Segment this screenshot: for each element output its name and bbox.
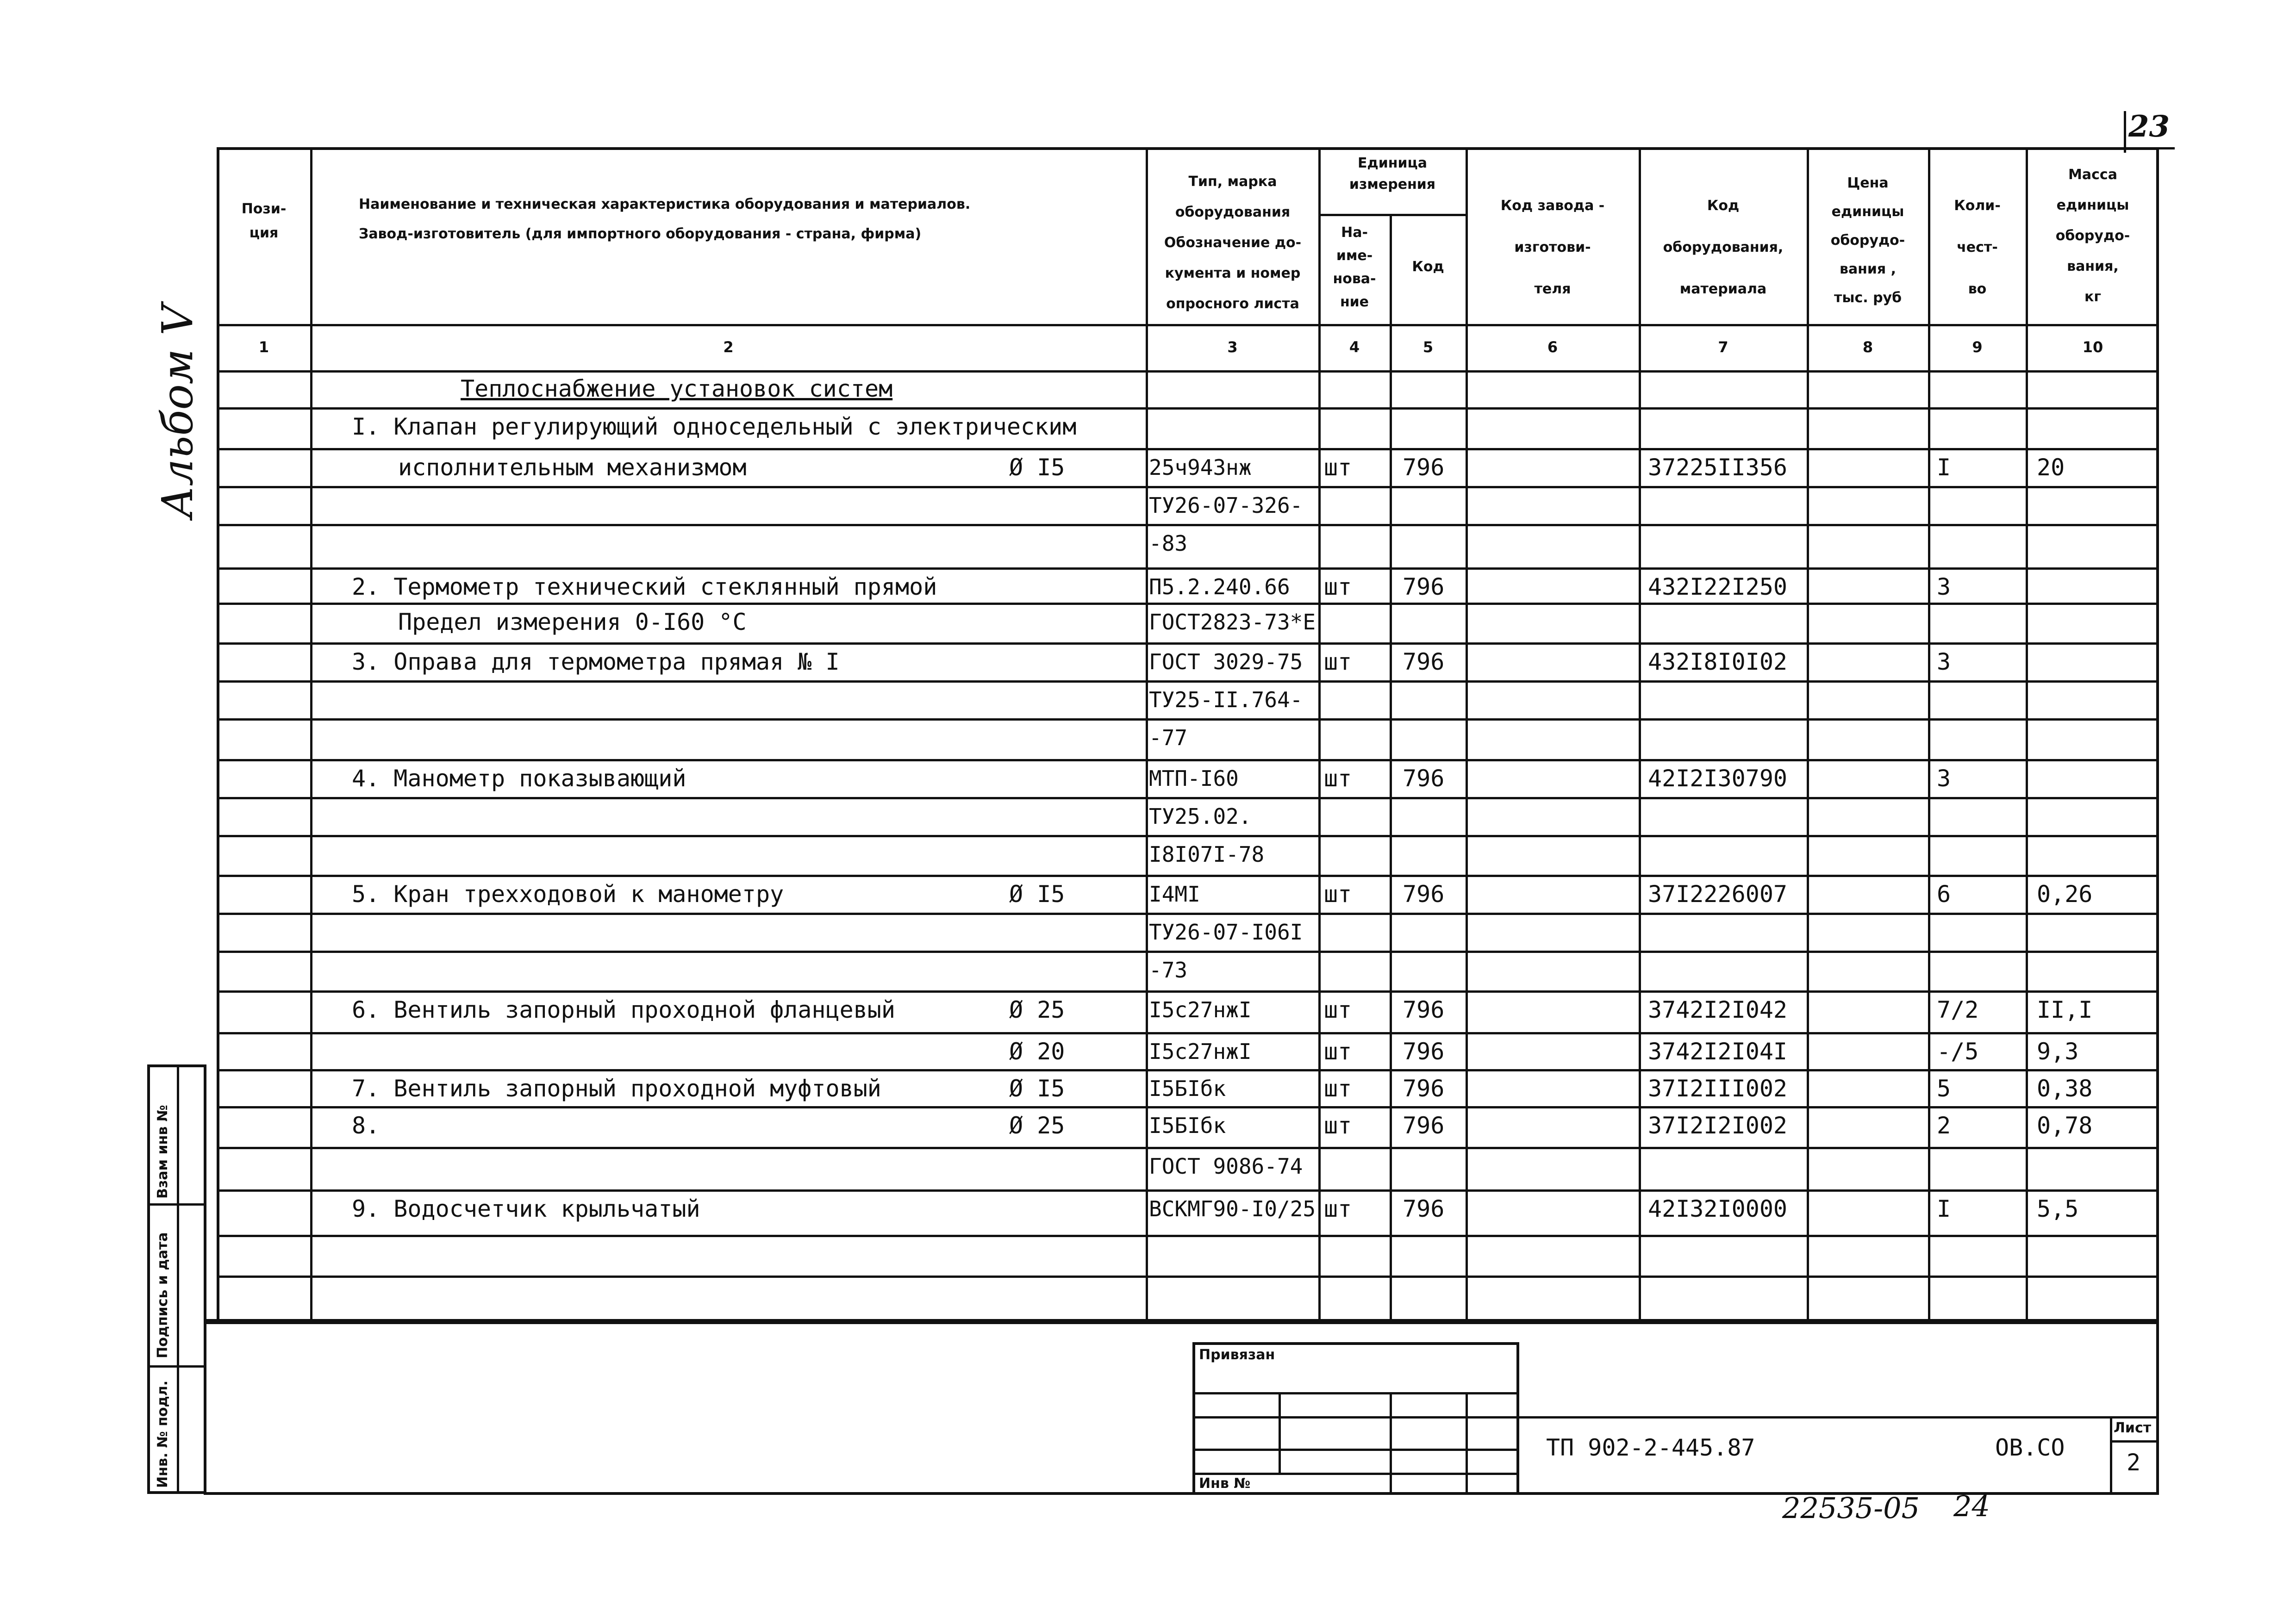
col-line-3 (1318, 147, 1321, 1322)
cell-type: П5.2.240.66 (1149, 574, 1290, 599)
col-line-8 (1928, 147, 1930, 1322)
row-line (217, 1032, 2159, 1034)
row-line (217, 407, 2159, 410)
row-line (217, 951, 2159, 953)
cell-unit-code: 796 (1403, 1038, 1445, 1065)
cell-unit-code: 796 (1403, 1195, 1445, 1222)
colnum-6: 6 (1547, 338, 1558, 356)
cell-code: 3742I2I04I (1648, 1038, 1788, 1065)
cell-unit: шт (1324, 1075, 1352, 1102)
col-line-5 (1466, 147, 1468, 1322)
cell-unit: шт (1324, 1038, 1352, 1065)
page-number: 23 (2128, 109, 2170, 144)
cell-type: ГОСТ 9086-74 (1149, 1154, 1303, 1179)
cell-type: МТП-I60 (1149, 766, 1239, 791)
cell-qty: 5 (1937, 1075, 1951, 1102)
cell-unit: шт (1324, 1195, 1352, 1222)
cell-dia: Ø 25 (1009, 996, 1065, 1023)
cell-dia: Ø 25 (1009, 1112, 1065, 1139)
cell-name: Предел измерения 0-I60 °С (398, 609, 747, 635)
header-col9: Коли- чест- во (1954, 198, 2001, 297)
header-col6: Код завода - изготови- теля (1500, 198, 1605, 297)
cell-type: ТУ25-II.764- (1149, 687, 1303, 712)
cell-unit-code: 796 (1403, 996, 1445, 1023)
cell-dia: Ø I5 (1009, 881, 1065, 908)
colnum-9: 9 (1972, 338, 1983, 356)
cell-type: I5с27нжI (1149, 1039, 1252, 1064)
cell-type: I5с27нжI (1149, 997, 1252, 1022)
row-line (217, 486, 2159, 488)
row-line (217, 835, 2159, 837)
header-col2: Наименование и техническая характеристика оборудования и материалов. Завод-изготовитель (для импортного оборудования - страна, фирма) (359, 196, 971, 242)
cell-unit: шт (1324, 1112, 1352, 1139)
cell-code: 37I2226007 (1648, 881, 1788, 908)
cell-type: 25ч943нж (1149, 455, 1252, 480)
cell-qty: -/5 (1937, 1038, 1979, 1065)
header-col4: На- име- нова- ние (1333, 224, 1376, 310)
row-line (217, 990, 2159, 993)
cell-unit: шт (1324, 648, 1352, 675)
album-label: Альбом V (153, 305, 202, 518)
row-line (217, 524, 2159, 526)
header-col8: Цена единицы оборудо- вания , тыс. руб (1830, 175, 1905, 306)
cell-code: 37225II356 (1648, 454, 1788, 481)
cell-name: исполнительным механизмом (398, 454, 747, 481)
sheet-box-line (2110, 1416, 2112, 1495)
cell-unit-code: 796 (1403, 881, 1445, 908)
cell-mass: 5,5 (2037, 1195, 2079, 1222)
row-line (217, 875, 2159, 877)
cell-dia: Ø 20 (1009, 1038, 1065, 1065)
inv-no-label: Инв № (1199, 1475, 1251, 1492)
cell-type: ТУ26-07-I06I (1149, 920, 1303, 945)
row-line (217, 759, 2159, 761)
margin-stamp-divider (177, 1064, 179, 1494)
header-col3: Тип, марка оборудования Обозначение до- кумента и номер опросного листа (1164, 174, 1302, 312)
bottom-number: 22535-05 (1782, 1491, 1920, 1525)
side-label-inv-podl: Инв. № подл. (155, 1380, 171, 1488)
col-line-1 (310, 147, 312, 1322)
cell-mass: 0,78 (2037, 1112, 2093, 1139)
privyazan-line-1 (1192, 1392, 1519, 1394)
col-line-2 (1146, 147, 1148, 1322)
cell-qty: I (1937, 454, 1951, 481)
cell-unit-code: 796 (1403, 1112, 1445, 1139)
privyazan-vline-3 (1466, 1392, 1468, 1495)
row-line (217, 1106, 2159, 1108)
cell-qty: 3 (1937, 648, 1951, 675)
cell-mass: 0,26 (2037, 881, 2093, 908)
cell-unit-code: 796 (1403, 573, 1445, 600)
privyazan-vline-1 (1279, 1392, 1281, 1473)
cell-name: 5. Кран трехходовой к манометру (352, 881, 784, 908)
colnum-5: 5 (1423, 338, 1434, 356)
privyazan-block (1192, 1342, 1519, 1495)
cell-type: -83 (1149, 531, 1188, 556)
side-label-podpis: Подпись и дата (155, 1232, 171, 1358)
row-line (217, 1147, 2159, 1149)
title-block (204, 1319, 2159, 1495)
cell-code: 37I2III002 (1648, 1075, 1788, 1102)
privyazan-label: Привязан (1199, 1347, 1275, 1363)
cell-name: 3. Оправа для термометра прямая № I (352, 648, 840, 675)
cell-qty: I (1937, 1195, 1951, 1222)
cell-code: 37I2I2I002 (1648, 1112, 1788, 1139)
sheet-number: 2 (2127, 1449, 2141, 1476)
privyazan-vline-2 (1390, 1392, 1392, 1495)
colnum-2: 2 (723, 338, 734, 356)
doc-code: ТП 902-2-445.87 (1546, 1434, 1755, 1461)
cell-type: ТУ25.02. (1149, 804, 1252, 829)
cell-type: ГОСТ2823-73*Е (1149, 610, 1316, 635)
cell-unit-code: 796 (1403, 765, 1445, 792)
cell-mass: II,I (2037, 996, 2093, 1023)
cell-unit: шт (1324, 881, 1352, 908)
row-line (217, 448, 2159, 450)
cell-mass: 9,3 (2037, 1038, 2079, 1065)
margin-stamp-line-1 (147, 1203, 206, 1206)
cell-name: 6. Вентиль запорный проходной фланцевый (352, 996, 895, 1023)
cell-name: 9. Водосчетчик крыльчатый (352, 1195, 700, 1222)
cell-type: ВСКМГ90-I0/25 (1149, 1196, 1316, 1221)
doc-mark: ОВ.СО (1995, 1434, 2065, 1461)
col-line-7 (1807, 147, 1809, 1322)
row-line (217, 603, 2159, 605)
cell-unit: шт (1324, 573, 1352, 600)
colnum-1: 1 (258, 338, 269, 356)
cell-type: I5БIбк (1149, 1076, 1226, 1101)
row-line (217, 642, 2159, 645)
cell-qty: 3 (1937, 573, 1951, 600)
bottom-page: 24 (1953, 1489, 1990, 1523)
row-line (217, 1069, 2159, 1071)
cell-type: I8I07I-78 (1149, 842, 1265, 867)
cell-qty: 6 (1937, 881, 1951, 908)
cell-mass: 20 (2037, 454, 2065, 481)
colnum-8: 8 (1862, 338, 1873, 356)
doc-code-top-line (1519, 1416, 2159, 1419)
cell-unit: шт (1324, 996, 1352, 1023)
col-line-4 (1390, 214, 1392, 1322)
cell-unit-code: 796 (1403, 648, 1445, 675)
colnum-10: 10 (2082, 338, 2103, 356)
row-line (217, 913, 2159, 915)
header-col1: Пози- ция (241, 201, 287, 241)
colnum-7: 7 (1718, 338, 1728, 356)
cell-unit-code: 796 (1403, 454, 1445, 481)
cell-mass: 0,38 (2037, 1075, 2093, 1102)
row-line (217, 1189, 2159, 1192)
cell-name: 4. Манометр показывающий (352, 765, 686, 792)
header-units: Единица измерения (1349, 155, 1436, 193)
cell-name: 2. Термометр технический стеклянный прямой (352, 573, 937, 600)
cell-name: I. Клапан регулирующий односедельный с электрическим (352, 413, 1077, 440)
margin-stamp-line-2 (147, 1365, 206, 1368)
row-line (217, 718, 2159, 721)
cell-qty: 2 (1937, 1112, 1951, 1139)
section-title: Теплоснабжение установок систем (461, 375, 893, 402)
cell-code: 432I8I0I02 (1648, 648, 1788, 675)
unit-split-line (1318, 214, 1466, 216)
row-line (217, 797, 2159, 799)
row-line (217, 567, 2159, 570)
sheet-label: Лист (2114, 1420, 2152, 1436)
cell-qty: 7/2 (1937, 996, 1979, 1023)
cell-code: 42I2I30790 (1648, 765, 1788, 792)
cell-dia: Ø I5 (1009, 1075, 1065, 1102)
row-line (217, 1276, 2159, 1278)
header-col5: Код (1412, 259, 1444, 275)
sheet-box-split (2110, 1440, 2159, 1443)
spec-table (217, 147, 2159, 1322)
privyazan-line-4 (1192, 1473, 1519, 1475)
privyazan-line-2 (1192, 1416, 1519, 1419)
page-number-mark (2124, 111, 2126, 153)
cell-code: 42I32I0000 (1648, 1195, 1788, 1222)
cell-code: 432I22I250 (1648, 573, 1788, 600)
cell-type: ТУ26-07-326- (1149, 493, 1303, 518)
cell-code: 3742I2I042 (1648, 996, 1788, 1023)
privyazan-line-3 (1192, 1449, 1519, 1451)
row-line (217, 680, 2159, 683)
cell-type: ГОСТ 3029-75 (1149, 649, 1303, 674)
cell-type: -73 (1149, 958, 1188, 983)
side-label-vzam: Взам инв № (155, 1105, 171, 1199)
cell-type: -77 (1149, 725, 1188, 750)
cell-type: I5БIбк (1149, 1113, 1226, 1138)
cell-unit-code: 796 (1403, 1075, 1445, 1102)
colnum-3: 3 (1227, 338, 1238, 356)
colnum-4: 4 (1349, 338, 1360, 356)
cell-unit: шт (1324, 454, 1352, 481)
header-col7: Код оборудования, материала (1663, 198, 1784, 297)
col-line-6 (1639, 147, 1641, 1322)
cell-name: 8. (352, 1112, 380, 1139)
cell-type: I4МI (1149, 882, 1200, 907)
cell-qty: 3 (1937, 765, 1951, 792)
header-col10: Масса единицы оборудо- вания, кг (2055, 167, 2130, 305)
row-line (217, 1235, 2159, 1237)
cell-name: 7. Вентиль запорный проходной муфтовый (352, 1075, 881, 1102)
column-numbers-bottom-line (217, 370, 2159, 373)
col-line-9 (2026, 147, 2028, 1322)
cell-dia: Ø I5 (1009, 454, 1065, 481)
cell-unit: шт (1324, 765, 1352, 792)
